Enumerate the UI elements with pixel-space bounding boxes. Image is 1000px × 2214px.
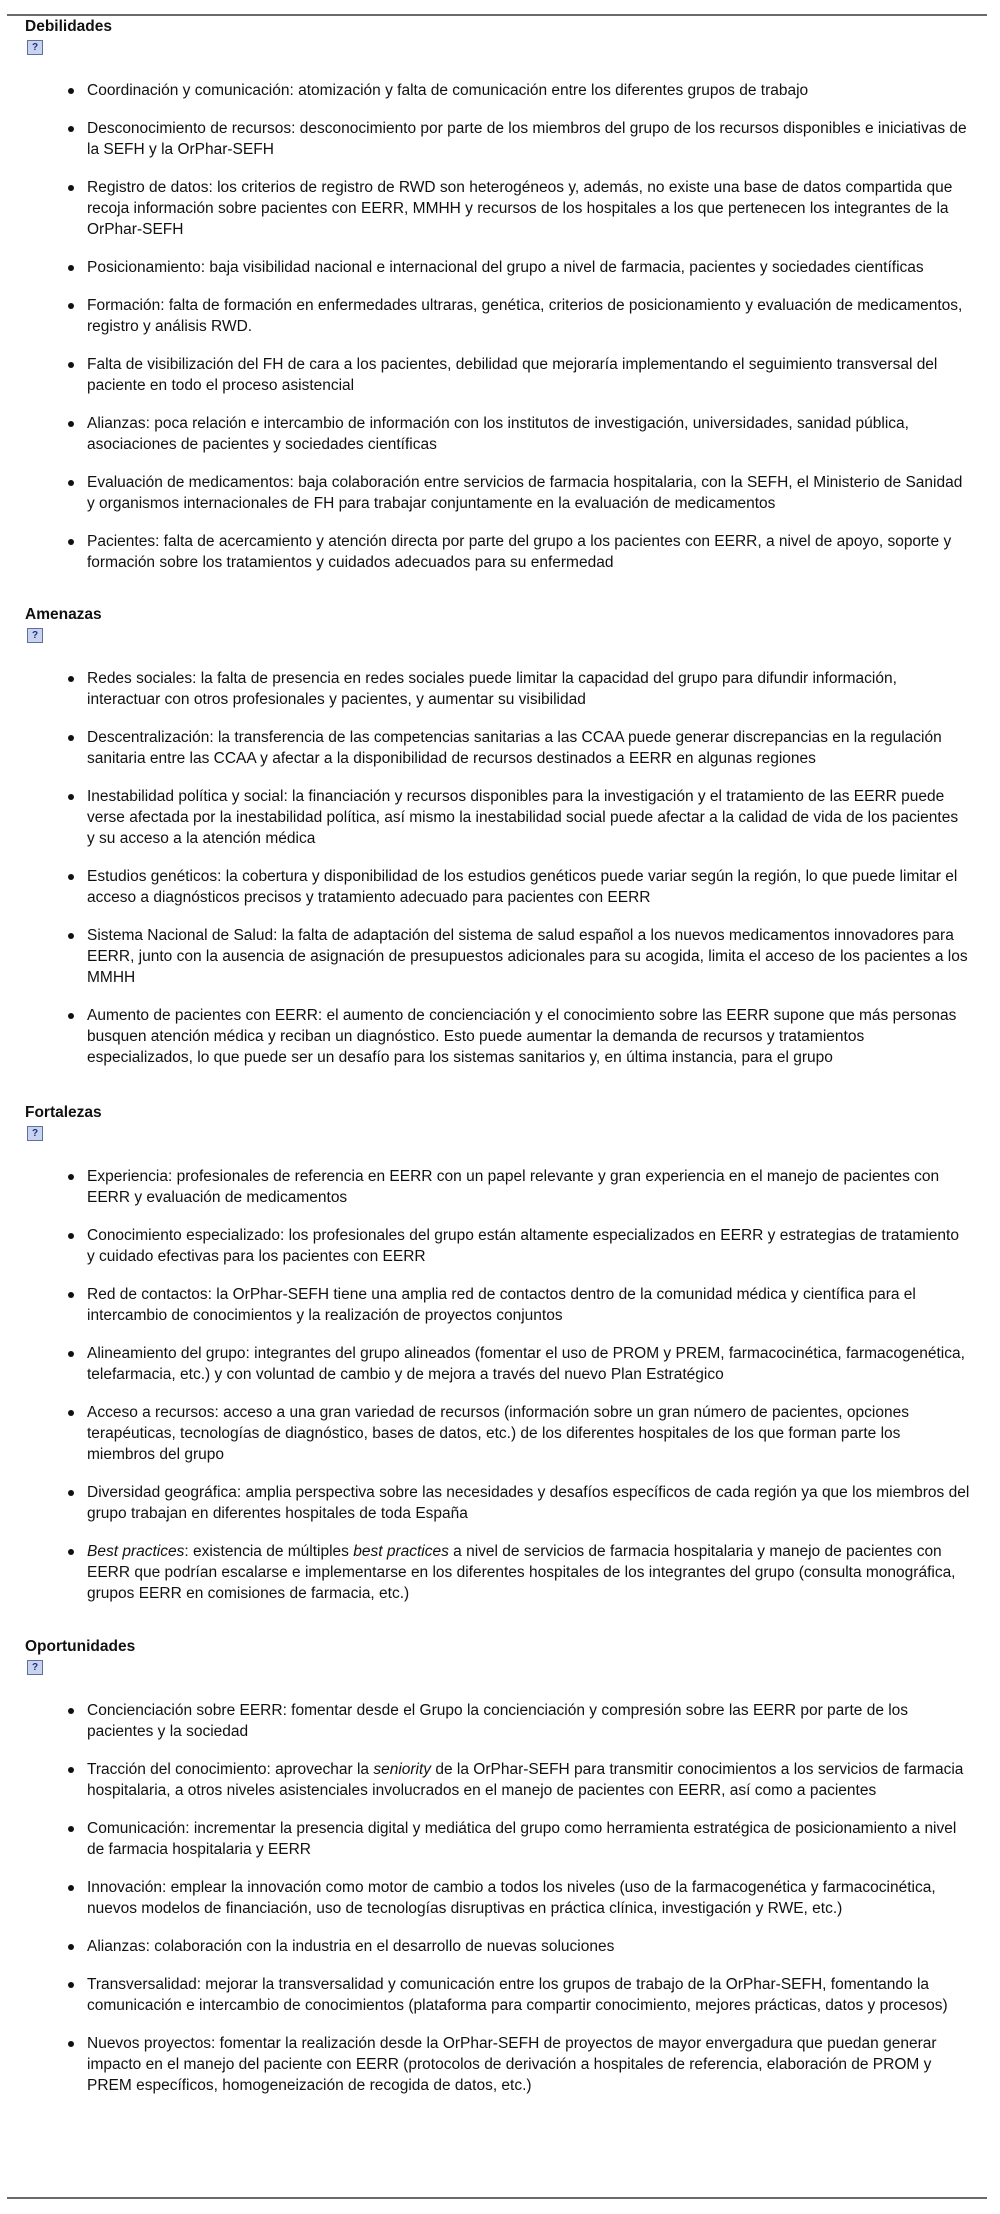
list-item: Falta de visibilización del FH de cara a los pacientes, debilidad que mejoraría implementando el seguimiento transversal del paciente en todo el proceso asistencial — [63, 354, 970, 396]
list-item: Sistema Nacional de Salud: la falta de adaptación del sistema de salud español a los nuevos medicamentos innovadores para EERR, junto con la ausencia de asignación de presupuestos adicionales para su acogida, limita el acceso de los pacientes a los MMHH — [63, 925, 970, 988]
list-item: Redes sociales: la falta de presencia en redes sociales puede limitar la capacidad del grupo para difundir información, interactuar con otros profesionales y pacientes, y aumentar su visibilidad — [63, 668, 970, 710]
section-title: Oportunidades — [25, 1638, 136, 1655]
help-icon[interactable]: ? — [27, 1660, 43, 1675]
list-item: Conocimiento especializado: los profesionales del grupo están altamente especializados en EERR y estrategias de tratamiento y cuidado efectivas para los pacientes con EERR — [63, 1225, 970, 1267]
list-item: Alianzas: poca relación e intercambio de información con los institutos de investigación, universidades, sanidad pública, asociaciones de pacientes y sociedades científicas — [63, 413, 970, 455]
item-list — [63, 1166, 970, 1621]
list-item: Pacientes: falta de acercamiento y atención directa por parte del grupo a los pacientes con EERR, a nivel de apoyo, soporte y formación sobre los tratamientos y cuidados adecuados para su enfermedad — [63, 531, 970, 573]
list-item: Posicionamiento: baja visibilidad nacional e internacional del grupo a nivel de farmacia, pacientes y sociedades científicas — [63, 257, 970, 278]
list-item: Formación: falta de formación en enfermedades ultraras, genética, criterios de posicionamiento y evaluación de medicamentos, registro y análisis RWD. — [63, 295, 970, 337]
top-divider — [7, 14, 987, 16]
list-item: Desconocimiento de recursos: desconocimiento por parte de los miembros del grupo de los recursos disponibles e iniciativas de la SEFH y la OrPhar-SEFH — [63, 118, 970, 160]
list-item: Inestabilidad política y social: la financiación y recursos disponibles para la investigación y el tratamiento de las EERR puede verse afectada por la inestabilidad política, así mismo la inestabilidad social puede afectar a la calidad de vida de los pacientes y su acceso a la atención médica — [63, 786, 970, 849]
list-item: Nuevos proyectos: fomentar la realización desde la OrPhar-SEFH de proyectos de mayor envergadura que puedan generar impacto en el manejo del paciente con EERR (protocolos de derivación a hospitales de referencia, elaboración de PROM y PREM específicos, homogeneización de recogida de datos, etc.) — [63, 2033, 970, 2096]
item-list — [63, 80, 970, 590]
list-item: Alianzas: colaboración con la industria en el desarrollo de nuevas soluciones — [63, 1936, 970, 1957]
list-item: Registro de datos: los criterios de registro de RWD son heterogéneos y, además, no existe una base de datos compartida que recoja información sobre pacientes con EERR, MMHH y recursos de los hospitales a los que pertenecen los integrantes de la OrPhar-SEFH — [63, 177, 970, 240]
bottom-divider — [7, 2197, 987, 2199]
item-list — [63, 668, 970, 1085]
list-item: Transversalidad: mejorar la transversalidad y comunicación entre los grupos de trabajo de la OrPhar-SEFH, fomentando la comunicación e intercambio de conocimientos (plataforma para compartir conocimiento, mejores prácticas, datos y procesos) — [63, 1974, 970, 2016]
list-item: Experiencia: profesionales de referencia en EERR con un papel relevante y gran experiencia en el manejo de pacientes con EERR y evaluación de medicamentos — [63, 1166, 970, 1208]
section-title: Fortalezas — [25, 1104, 102, 1121]
list-item: Descentralización: la transferencia de las competencias sanitarias a las CCAA puede generar discrepancias en la regulación sanitaria entre las CCAA y afectar a la disponibilidad de recursos destinados a EERR en algunas regiones — [63, 727, 970, 769]
list-item: Estudios genéticos: la cobertura y disponibilidad de los estudios genéticos puede variar según la región, lo que puede limitar el acceso a diagnósticos precisos y tratamiento adecuado para pacientes con EERR — [63, 866, 970, 908]
section-title: Debilidades — [25, 18, 112, 35]
list-item: Best practices: existencia de múltiples best practices a nivel de servicios de farmacia hospitalaria y manejo de pacientes con EERR que podrían escalarse e implementarse en los diferentes hospitales de los integrantes del grupo (consulta monográfica, grupos EERR en comisiones de farmacia, etc.) — [63, 1541, 970, 1604]
help-icon[interactable]: ? — [27, 628, 43, 643]
help-icon[interactable]: ? — [27, 1126, 43, 1141]
list-item: Coordinación y comunicación: atomización y falta de comunicación entre los diferentes grupos de trabajo — [63, 80, 970, 101]
list-item: Acceso a recursos: acceso a una gran variedad de recursos (información sobre un gran número de pacientes, opciones terapéuticas, tecnologías de diagnóstico, bases de datos, etc.) de los diferentes hospitales de los que forman parte los miembros del grupo — [63, 1402, 970, 1465]
list-item: Diversidad geográfica: amplia perspectiva sobre las necesidades y desafíos específicos de cada región ya que los miembros del grupo trabajan en diferentes hospitales de toda España — [63, 1482, 970, 1524]
list-item: Alineamiento del grupo: integrantes del grupo alineados (fomentar el uso de PROM y PREM, farmacocinética, farmacogenética, telefarmacia, etc.) y con voluntad de cambio y de mejora a través del nuevo Plan Estratégico — [63, 1343, 970, 1385]
list-item: Innovación: emplear la innovación como motor de cambio a todos los niveles (uso de la farmacogenética y farmacocinética, nuevos modelos de financiación, uso de tecnologías disruptivas en práctica clínica, investigación y RWE, etc.) — [63, 1877, 970, 1919]
list-item: Comunicación: incrementar la presencia digital y mediática del grupo como herramienta estratégica de posicionamiento a nivel de farmacia hospitalaria y EERR — [63, 1818, 970, 1860]
list-item: Red de contactos: la OrPhar-SEFH tiene una amplia red de contactos dentro de la comunidad médica y científica para el intercambio de conocimientos y la realización de proyectos conjuntos — [63, 1284, 970, 1326]
list-item: Tracción del conocimiento: aprovechar la seniority de la OrPhar-SEFH para transmitir conocimientos a los servicios de farmacia hospitalaria, a otros niveles asistenciales involucrados en el manejo de pacientes con EERR, así como a pacientes — [63, 1759, 970, 1801]
list-item: Concienciación sobre EERR: fomentar desde el Grupo la concienciación y compresión sobre las EERR por parte de los pacientes y la sociedad — [63, 1700, 970, 1742]
help-icon[interactable]: ? — [27, 40, 43, 55]
list-item: Aumento de pacientes con EERR: el aumento de concienciación y el conocimiento sobre las EERR supone que más personas busquen atención médica y reciban un diagnóstico. Esto puede aumentar la demanda de recursos y tratamientos especializados, lo que puede ser un desafío para los sistemas sanitarios y, en última instancia, para el grupo — [63, 1005, 970, 1068]
list-item: Evaluación de medicamentos: baja colaboración entre servicios de farmacia hospitalaria, con la SEFH, el Ministerio de Sanidad y organismos internacionales de FH para trabajar conjuntamente en la evaluación de medicamentos — [63, 472, 970, 514]
item-list — [63, 1700, 970, 2113]
section-title: Amenazas — [25, 606, 102, 623]
